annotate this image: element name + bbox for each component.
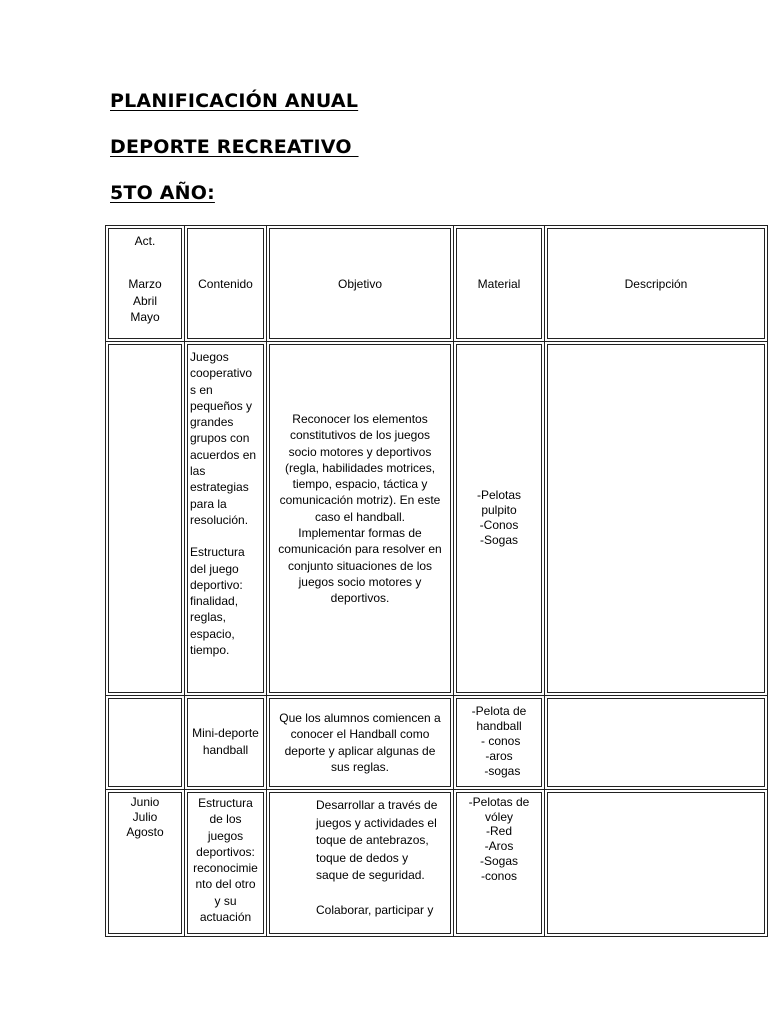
- row2-contenido: [184, 695, 267, 790]
- text-line: grupos con: [190, 431, 250, 446]
- text-line: pulpito: [481, 503, 517, 517]
- text-line: y su: [214, 893, 237, 908]
- row3-descripcion: [544, 789, 768, 937]
- month-label: Julio: [132, 810, 158, 824]
- row2-act: [105, 695, 185, 790]
- text-line: s en: [190, 382, 213, 397]
- header-month: Marzo: [128, 277, 162, 292]
- text-line: toque de antebrazos,: [316, 833, 429, 847]
- header-descripcion: [544, 225, 768, 342]
- text-line: Estructura: [198, 796, 253, 810]
- text-line: conocer el Handball como: [290, 727, 430, 742]
- row2-material: [453, 695, 545, 790]
- text-line: comunicación para resolver en: [278, 542, 442, 557]
- text-line: pequeños y: [190, 398, 253, 413]
- text-line: vóley: [484, 809, 513, 824]
- text-line: -Aros: [484, 839, 514, 854]
- page-title: PLANIFICACIÓN ANUAL: [110, 90, 359, 112]
- row2-objetivo: [266, 695, 454, 790]
- text-line: handball: [476, 719, 522, 733]
- text-line: -Pelotas de: [468, 795, 530, 809]
- header-month: Abril: [132, 293, 157, 308]
- text-line: espacio,: [190, 626, 235, 641]
- text-line: -Conos: [479, 518, 519, 532]
- row3-material: [453, 789, 545, 937]
- text-line: socio motores y deportivos: [288, 444, 432, 459]
- text-line: tiempo, espacio, táctica y: [292, 477, 428, 492]
- text-line: Reconocer los elementos: [292, 412, 428, 426]
- text-line: -conos: [480, 868, 518, 883]
- month-label: Junio: [130, 795, 160, 809]
- text-line: sus reglas.: [330, 759, 390, 774]
- text-line: finalidad,: [190, 594, 239, 609]
- text-line: (regla, habilidades motrices,: [284, 460, 436, 475]
- text-line: -Sogas: [479, 853, 519, 868]
- grade-title: 5TO AÑO:: [110, 182, 215, 204]
- text-line: Estructura: [190, 545, 245, 560]
- text-line: reconocimie: [193, 861, 258, 876]
- row2-descripcion: [544, 695, 768, 790]
- text-line: Colaborar, participar y: [316, 903, 434, 917]
- planning-table: [105, 225, 768, 937]
- header-material-label: Material: [477, 276, 521, 291]
- text-line: juegos: [207, 828, 244, 843]
- row1-descripcion: [544, 341, 768, 696]
- header-act: Act.: [134, 234, 156, 248]
- text-line: Mini-deporte: [192, 726, 259, 741]
- header-contenido-label: Contenido: [198, 276, 253, 291]
- text-line: caso el handball.: [314, 509, 406, 524]
- header-month: Mayo: [130, 309, 160, 324]
- header-contenido: [184, 225, 267, 342]
- text-line: -sogas: [477, 764, 521, 778]
- text-line: -Pelota de: [471, 704, 527, 718]
- text-line: Que los alumnos comiencen a: [279, 711, 441, 725]
- header-objetivo: [266, 225, 454, 342]
- header-objetivo-label: Objetivo: [337, 276, 383, 291]
- text-line: handball: [202, 742, 249, 757]
- text-line: cooperativo: [190, 366, 253, 381]
- text-line: toque de dedos y: [316, 850, 409, 865]
- subject-title: DEPORTE RECREATIVO: [110, 136, 359, 158]
- text-line: juegos socio motores y: [298, 574, 422, 589]
- text-line: para la: [190, 496, 227, 511]
- text-line: acuerdos en: [190, 447, 257, 462]
- text-line: saque de seguridad.: [316, 868, 425, 882]
- row3-objetivo: [266, 789, 454, 937]
- text-line: comunicación motriz). En este: [279, 493, 441, 508]
- text-line: - conos: [477, 734, 521, 748]
- text-line: las: [190, 464, 206, 479]
- row1-contenido: [184, 341, 267, 696]
- row1-material: [453, 341, 545, 696]
- text-line: resolución.: [190, 512, 249, 527]
- text-line: -Sogas: [479, 533, 519, 547]
- text-line: grandes: [190, 415, 234, 430]
- text-line: nto del otro: [195, 877, 256, 892]
- text-line: de los: [209, 812, 242, 827]
- text-line: Implementar formas de: [298, 526, 422, 541]
- row3-act: [105, 789, 185, 937]
- header-act-cell: [105, 225, 185, 342]
- text-line: del juego: [190, 561, 239, 576]
- row3-contenido: [184, 789, 267, 937]
- row1-act: [105, 341, 185, 696]
- header-material: [453, 225, 545, 342]
- text-line: tiempo.: [190, 643, 230, 658]
- text-line: -Pelotas: [476, 488, 522, 502]
- header-descripcion-label: Descripción: [624, 276, 688, 291]
- text-line: -aros: [485, 749, 513, 763]
- row1-objetivo: [266, 341, 454, 696]
- text-line: -Red: [485, 824, 512, 839]
- text-line: juegos y actividades el: [316, 815, 437, 830]
- month-label: Agosto: [126, 825, 164, 839]
- text-line: deportivos.: [330, 591, 390, 606]
- text-line: estrategias: [190, 480, 249, 495]
- text-line: constitutivos de los juegos: [289, 428, 431, 443]
- text-line: Desarrollar a través de: [316, 798, 438, 812]
- text-line: deportivo:: [190, 577, 243, 592]
- text-line: deporte y aplicar algunas de: [284, 743, 436, 758]
- text-line: reglas,: [190, 610, 227, 625]
- text-line: actuación: [199, 910, 252, 925]
- text-line: conjunto situaciones de los: [287, 558, 433, 573]
- text-line: deportivos:: [196, 844, 255, 859]
- text-line: Juegos: [190, 350, 229, 364]
